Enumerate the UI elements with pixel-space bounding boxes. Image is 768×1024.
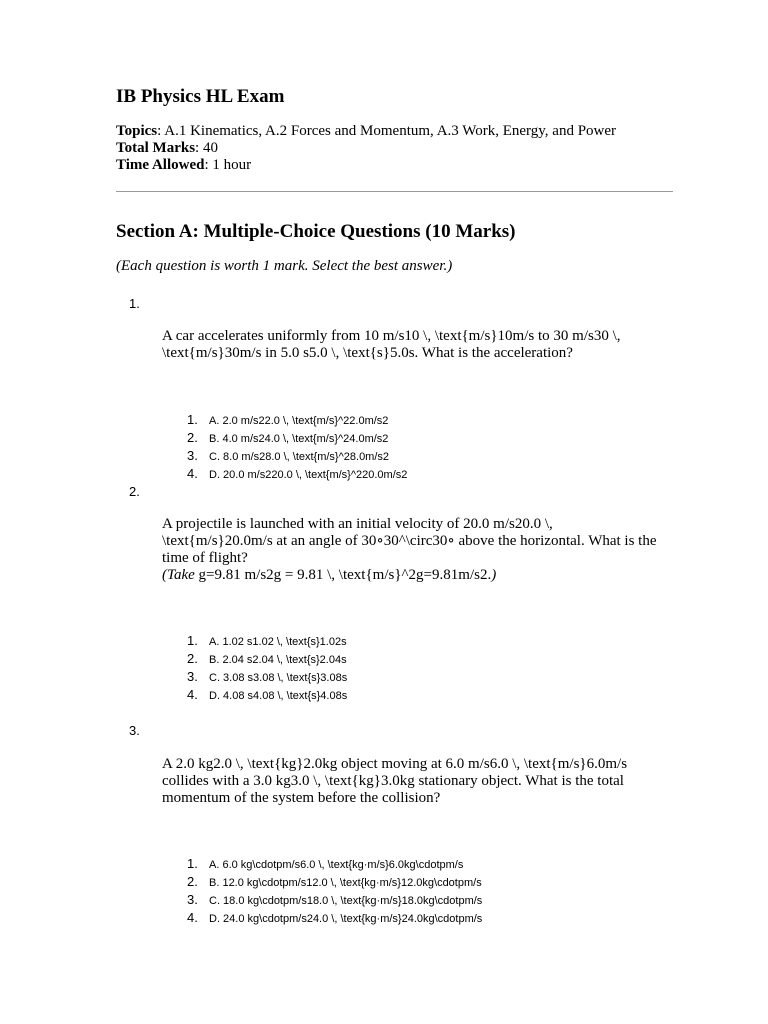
option-number: 2. <box>187 651 198 666</box>
option-number: 1. <box>187 856 198 871</box>
note-open-paren: ( <box>162 567 167 583</box>
option-text: C. 8.0 m/s28.0 \, \text{m/s}^28.0m/s2 <box>209 451 390 463</box>
section-title: Section A: Multiple-Choice Questions (10 Marks) <box>116 221 516 242</box>
option-number: 4. <box>187 910 198 925</box>
answer-option[interactable] <box>187 686 347 704</box>
note-body: g=9.81 m/s2g = 9.81 \, \text{m/s}^2g=9.81m/s2. <box>194 567 492 583</box>
option-text: A. 6.0 kg\cdotpm/s6.0 \, \text{kg·m/s}6.0kg\cdotpm/s <box>209 859 464 871</box>
total-marks-label: Total Marks <box>116 140 196 156</box>
option-text: B. 12.0 kg\cdotpm/s12.0 \, \text{kg·m/s}12.0kg\cdotpm/s <box>209 877 482 889</box>
topics-line <box>116 123 616 140</box>
option-text: A. 2.0 m/s22.0 \, \text{m/s}^22.0m/s2 <box>209 415 389 427</box>
question-number: 3. <box>129 723 140 738</box>
option-number: 1. <box>187 633 198 648</box>
option-number: 3. <box>187 669 198 684</box>
answer-option[interactable] <box>187 411 407 429</box>
option-number: 4. <box>187 687 198 702</box>
answer-option[interactable] <box>187 855 482 873</box>
total-marks-value: : 40 <box>195 140 218 156</box>
question-text: A projectile is launched with an initial velocity of 20.0 m/s20.0 \, \text{m/s}20.0m/s at an angle of 30∘30^\circ30∘ above the horizontal. What is the time of flight? <box>162 516 657 566</box>
option-number: 3. <box>187 892 198 907</box>
horizontal-divider <box>116 191 673 192</box>
question-text: A car accelerates uniformly from 10 m/s10 \, \text{m/s}10m/s to 30 m/s30 \, \text{m/s}30m/s in 5.0 s5.0 \, \text{s}5.0s. What is the acceleration? <box>162 328 621 361</box>
question-text: A 2.0 kg2.0 \, \text{kg}2.0kg object moving at 6.0 m/s6.0 \, \text{m/s}6.0m/s collides with a 3.0 kg3.0 \, \text{kg}3.0kg stationary object. What is the total momentum of the system before the collision? <box>162 756 628 806</box>
option-text: B. 4.0 m/s24.0 \, \text{m/s}^24.0m/s2 <box>209 433 389 445</box>
question-number: 1. <box>129 296 140 311</box>
answer-option[interactable] <box>187 429 407 447</box>
option-text: D. 20.0 m/s220.0 \, \text{m/s}^220.0m/s2 <box>209 469 408 481</box>
question-note <box>162 567 496 583</box>
answer-option[interactable] <box>187 465 407 483</box>
option-number: 4. <box>187 466 198 481</box>
note-close-paren: ) <box>491 567 497 583</box>
answer-option[interactable] <box>187 650 347 668</box>
option-text: C. 18.0 kg\cdotpm/s18.0 \, \text{kg·m/s}18.0kg\cdotpm/s <box>209 895 483 907</box>
answer-options <box>187 632 347 704</box>
note-take-word: Take <box>167 567 195 583</box>
answer-options <box>187 411 407 483</box>
answer-option[interactable] <box>187 873 482 891</box>
question-text-block <box>162 516 662 584</box>
total-marks-line <box>116 140 616 157</box>
option-number: 3. <box>187 448 198 463</box>
time-allowed-line <box>116 157 616 174</box>
time-allowed-value: : 1 hour <box>204 157 252 173</box>
option-text: C. 3.08 s3.08 \, \text{s}3.08s <box>209 672 348 684</box>
answer-options <box>187 855 482 927</box>
page-title: IB Physics HL Exam <box>116 86 285 107</box>
exam-meta <box>116 123 616 174</box>
answer-option[interactable] <box>187 668 347 686</box>
answer-option[interactable] <box>187 909 482 927</box>
time-allowed-label: Time Allowed <box>116 157 205 173</box>
answer-option[interactable] <box>187 447 407 465</box>
section-instructions: (Each question is worth 1 mark. Select the best answer.) <box>116 258 453 274</box>
option-text: D. 24.0 kg\cdotpm/s24.0 \, \text{kg·m/s}24.0kg\cdotpm/s <box>209 913 483 925</box>
option-text: D. 4.08 s4.08 \, \text{s}4.08s <box>209 690 348 702</box>
topics-label: Topics <box>116 123 158 139</box>
option-number: 2. <box>187 430 198 445</box>
question-number: 2. <box>129 484 140 499</box>
option-text: A. 1.02 s1.02 \, \text{s}1.02s <box>209 636 347 648</box>
option-text: B. 2.04 s2.04 \, \text{s}2.04s <box>209 654 347 666</box>
option-number: 1. <box>187 412 198 427</box>
option-number: 2. <box>187 874 198 889</box>
answer-option[interactable] <box>187 891 482 909</box>
answer-option[interactable] <box>187 632 347 650</box>
topics-value: : A.1 Kinematics, A.2 Forces and Momentum, A.3 Work, Energy, and Power <box>157 123 617 139</box>
